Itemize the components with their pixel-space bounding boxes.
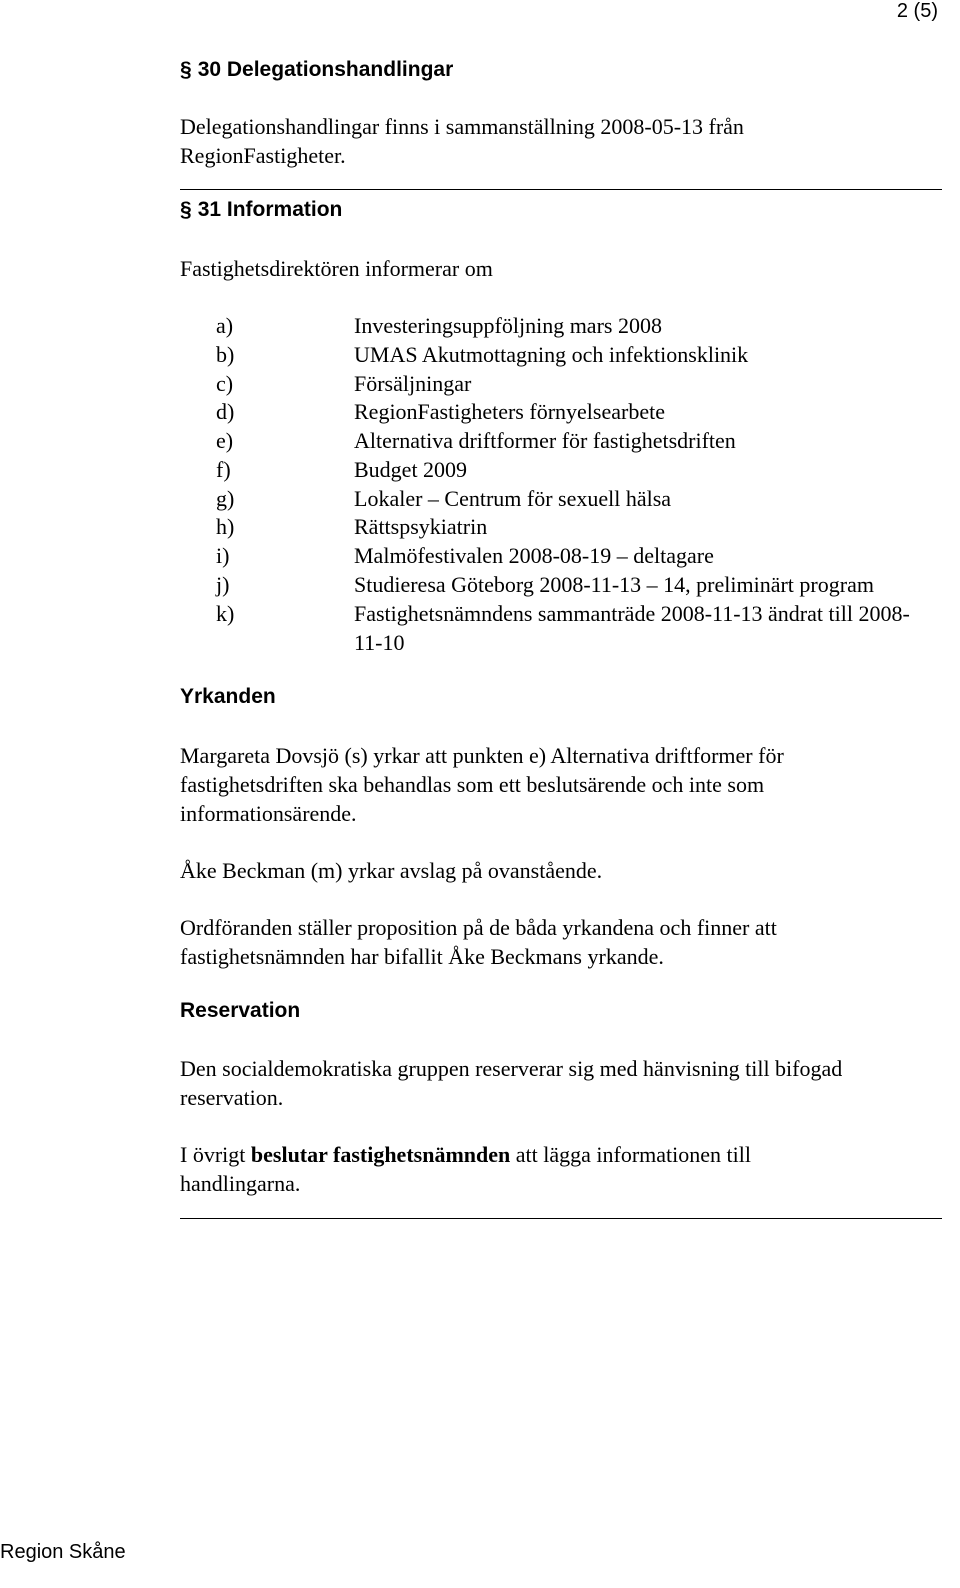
list-item-text: Malmöfestivalen 2008-08-19 – deltagare: [354, 543, 714, 568]
yrkanden-heading: Yrkanden: [180, 685, 276, 708]
section-30-heading: [180, 57, 453, 83]
page-number: 2 (5): [896, 0, 938, 22]
proposition-paragraph: Ordföranden ställer proposition på de båda yrkandena och finner att fastighetsnämnden har bifallit Åke Beckmans yrkande.: [180, 915, 777, 969]
list-item-letter: d): [216, 399, 235, 424]
list-item-letter: h): [216, 514, 235, 539]
list-item-text: Fastighetsnämndens sammanträde 2008-11-13 ändrat till 2008-11-10: [354, 601, 910, 655]
section-sign: §: [180, 58, 192, 81]
decision-emphasis: beslutar fastighetsnämnden: [250, 1142, 511, 1167]
decision-paragraph: [180, 1140, 860, 1198]
list-item-text: UMAS Akutmottagning och infektionsklinik: [354, 342, 749, 367]
list-item-letter: c): [216, 371, 234, 396]
section-30-body: Delegationshandlingar finns i sammanställning 2008-05-13 från RegionFastigheter.: [180, 114, 744, 168]
section-30-title: 30 Delegationshandlingar: [197, 58, 454, 81]
section-divider: [180, 1218, 942, 1219]
section-31-intro: Fastighetsdirektören informerar om: [180, 256, 493, 281]
section-divider: [180, 189, 942, 190]
list-item-text: Investeringsuppföljning mars 2008: [354, 313, 662, 338]
decision-suffix: att lägga informationen till handlingarna.: [180, 1142, 751, 1196]
list-item-text: Budget 2009: [354, 457, 468, 482]
reservation-paragraph: Den socialdemokratiska gruppen reserverar sig med hänvisning till bifogad reservation.: [180, 1056, 843, 1110]
section-31-title: 31 Information: [197, 198, 343, 221]
footer-organization: Region Skåne: [0, 1541, 126, 1563]
list-item-text: Lokaler – Centrum för sexuell hälsa: [354, 486, 672, 511]
yrkande-paragraph: Margareta Dovsjö (s) yrkar att punkten e) Alternativa driftformer för fastighetsdriften ska behandlas som ett beslutsärende och inte som informationsärende.: [180, 743, 784, 826]
list-item-letter: j): [216, 572, 230, 597]
section-31-heading: [180, 197, 342, 223]
list-item-letter: k): [216, 601, 235, 626]
list-item-text: RegionFastigheters förnyelsearbete: [354, 399, 665, 424]
list-item-letter: a): [216, 313, 234, 338]
list-item-text: Studieresa Göteborg 2008-11-13 – 14, preliminärt program: [354, 572, 874, 597]
list-item-letter: g): [216, 486, 235, 511]
decision-prefix: I övrigt: [180, 1142, 251, 1167]
list-item-letter: b): [216, 342, 235, 367]
list-item-text: Alternativa driftformer för fastighetsdriften: [354, 428, 736, 453]
list-item-text: Rättspsykiatrin: [354, 514, 488, 539]
list-item-letter: i): [216, 543, 230, 568]
list-item-text: Försäljningar: [354, 371, 472, 396]
reservation-heading: Reservation: [180, 999, 301, 1022]
list-item-letter: e): [216, 428, 234, 453]
list-item-letter: f): [216, 457, 231, 482]
yrkande-paragraph: Åke Beckman (m) yrkar avslag på ovanstående.: [180, 858, 603, 883]
section-sign: §: [180, 198, 192, 221]
